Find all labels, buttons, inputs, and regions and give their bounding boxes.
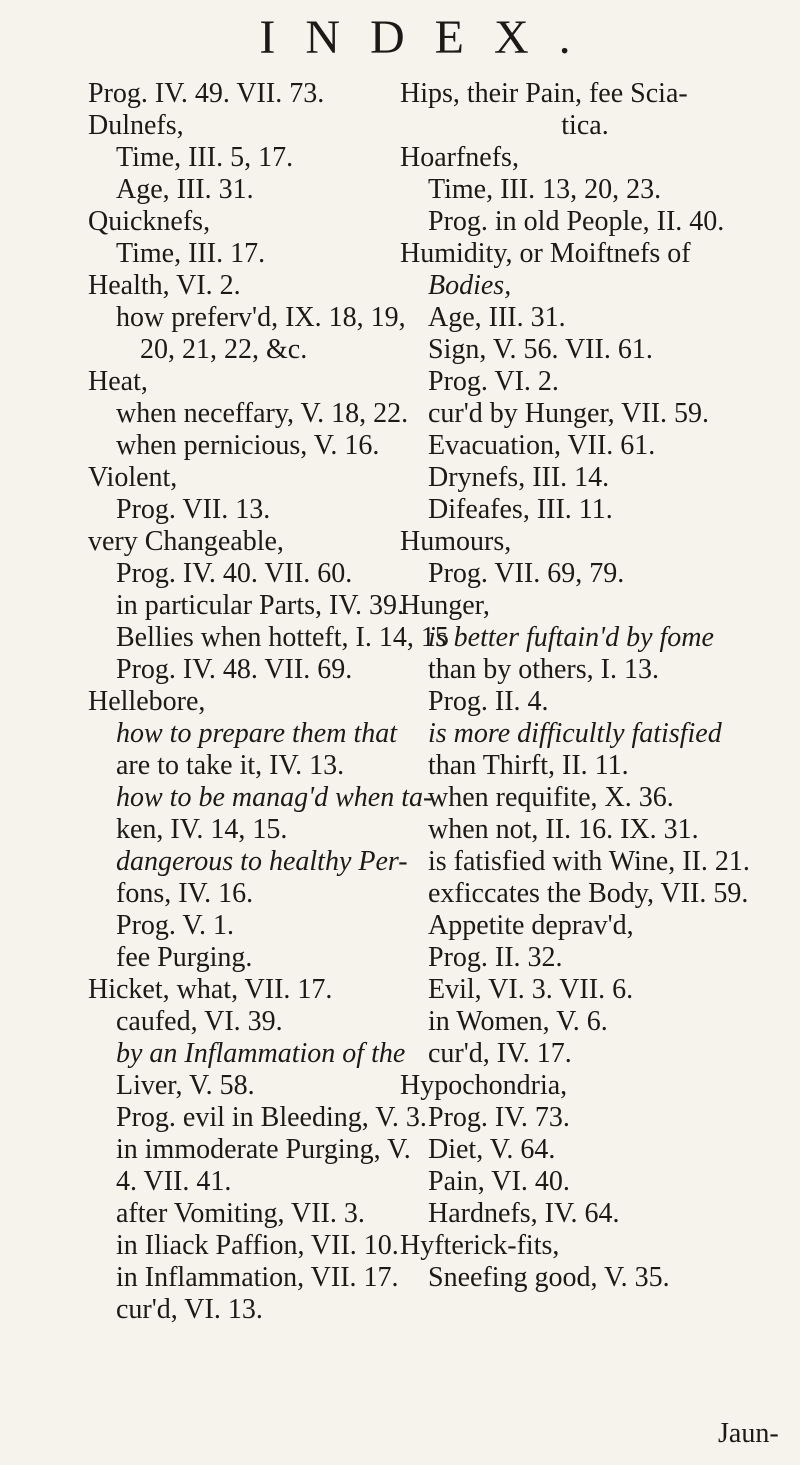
index-entry: ken, IV. 14, 15. xyxy=(116,814,288,845)
index-entry: Bodies, xyxy=(428,270,512,301)
index-entry: cur'd, IV. 17. xyxy=(428,1038,572,1069)
index-entry: cur'd, VI. 13. xyxy=(116,1294,263,1325)
index-entry: Hunger, xyxy=(400,590,490,621)
index-entry: Heat, xyxy=(88,366,148,397)
index-entry: Pain, VI. 40. xyxy=(428,1166,570,1197)
index-entry: exficcates the Body, VII. 59. xyxy=(428,878,749,909)
index-entry: Prog. in old People, II. 40. xyxy=(428,206,725,237)
index-entry: 20, 21, 22, &c. xyxy=(140,334,308,365)
index-entry: cur'd by Hunger, VII. 59. xyxy=(428,398,710,429)
index-entry: by an Inflammation of the xyxy=(116,1038,406,1069)
index-entry: Evacuation, VII. 61. xyxy=(428,430,656,461)
index-entry: Humidity, or Moiftnefs of xyxy=(400,238,691,269)
index-entry: Time, III. 17. xyxy=(116,238,266,269)
index-entry: when not, II. 16. IX. 31. xyxy=(428,814,699,845)
index-entry: is more difficultly fatisfied xyxy=(428,718,722,749)
index-entry: Appetite deprav'd, xyxy=(428,910,634,941)
index-entry: are to take it, IV. 13. xyxy=(116,750,345,781)
index-entry: than Thirft, II. 11. xyxy=(428,750,629,781)
index-entry: how to be manag'd when ta- xyxy=(116,782,433,813)
index-entry: Hoarfnefs, xyxy=(400,142,519,173)
index-entry: how preferv'd, IX. 18, 19, xyxy=(116,302,406,333)
index-entry: Prog. VII. 69, 79. xyxy=(428,558,625,589)
index-entry: Humours, xyxy=(400,526,512,557)
index-entry: Prog. VI. 2. xyxy=(428,366,559,397)
index-entry: Age, III. 31. xyxy=(428,302,566,333)
index-entry: when pernicious, V. 16. xyxy=(116,430,380,461)
index-entry: when requifite, X. 36. xyxy=(428,782,674,813)
index-entry: Age, III. 31. xyxy=(116,174,254,205)
index-entry: in Inflammation, VII. 17. xyxy=(116,1262,399,1293)
index-entry: 4. VII. 41. xyxy=(116,1166,232,1197)
index-entry: Sneefing good, V. 35. xyxy=(428,1262,670,1293)
index-entry: than by others, I. 13. xyxy=(428,654,659,685)
index-entry: Prog. II. 4. xyxy=(428,686,549,717)
index-entry: Bellies when hotteft, I. 14, 15 xyxy=(116,622,449,653)
index-entry: is fatisfied with Wine, II. 21. xyxy=(428,846,750,877)
index-entry: Dulnefs, xyxy=(88,110,184,141)
index-entry: Prog. evil in Bleeding, V. 3. xyxy=(116,1102,427,1133)
index-entry: caufed, VI. 39. xyxy=(116,1006,283,1037)
index-entry: very Changeable, xyxy=(88,526,284,557)
index-entry: after Vomiting, VII. 3. xyxy=(116,1198,365,1229)
index-entry: Sign, V. 56. VII. 61. xyxy=(428,334,653,365)
index-entry: Prog. V. 1. xyxy=(116,910,235,941)
index-entry: Quicknefs, xyxy=(88,206,211,237)
index-column-right xyxy=(400,78,770,1294)
index-entry: Hips, their Pain, fee Scia- xyxy=(400,78,688,109)
index-entry: Difeafes, III. 11. xyxy=(428,494,613,525)
index-entry: Time, III. 5, 17. xyxy=(116,142,294,173)
index-entry: Prog. II. 32. xyxy=(428,942,563,973)
index-entry: Hypochondria, xyxy=(400,1070,568,1101)
index-entry: Diet, V. 64. xyxy=(428,1134,556,1165)
index-entry: Drynefs, III. 14. xyxy=(428,462,610,493)
index-entry: Time, III. 13, 20, 23. xyxy=(428,174,662,205)
index-entry: Prog. IV. 40. VII. 60. xyxy=(116,558,353,589)
index-entry: Prog. IV. 49. VII. 73. xyxy=(88,78,325,109)
index-entry: fee Purging. xyxy=(116,942,253,973)
index-entry: Hicket, what, VII. 17. xyxy=(88,974,333,1005)
index-entry: is better fuftain'd by fome xyxy=(428,622,714,653)
index-entry: Prog. VII. 13. xyxy=(116,494,271,525)
index-entry: Evil, VI. 3. VII. 6. xyxy=(428,974,634,1005)
index-entry: Prog. IV. 48. VII. 69. xyxy=(116,654,353,685)
page-title: INDEX. xyxy=(259,11,601,64)
catchword: Jaun- xyxy=(718,1418,779,1449)
index-entry: Hellebore, xyxy=(88,686,206,717)
index-entry: in immoderate Purging, V. xyxy=(116,1134,411,1165)
index-entry: Hyfterick-fits, xyxy=(400,1230,560,1261)
index-entry: Hardnefs, IV. 64. xyxy=(428,1198,620,1229)
index-entry: in Iliack Paffion, VII. 10. xyxy=(116,1230,399,1261)
index-entry: tica. xyxy=(561,110,609,141)
index-entry: when neceffary, V. 18, 22. xyxy=(116,398,409,429)
index-entry: Prog. IV. 73. xyxy=(428,1102,570,1133)
index-entry: in Women, V. 6. xyxy=(428,1006,608,1037)
index-entry: Violent, xyxy=(88,462,178,493)
index-entry: fons, IV. 16. xyxy=(116,878,254,909)
index-entry: Liver, V. 58. xyxy=(116,1070,255,1101)
index-entry: in particular Parts, IV. 39. xyxy=(116,590,404,621)
index-entry: how to prepare them that xyxy=(116,718,398,749)
index-entry: Health, VI. 2. xyxy=(88,270,241,301)
index-entry: dangerous to healthy Per- xyxy=(116,846,408,877)
